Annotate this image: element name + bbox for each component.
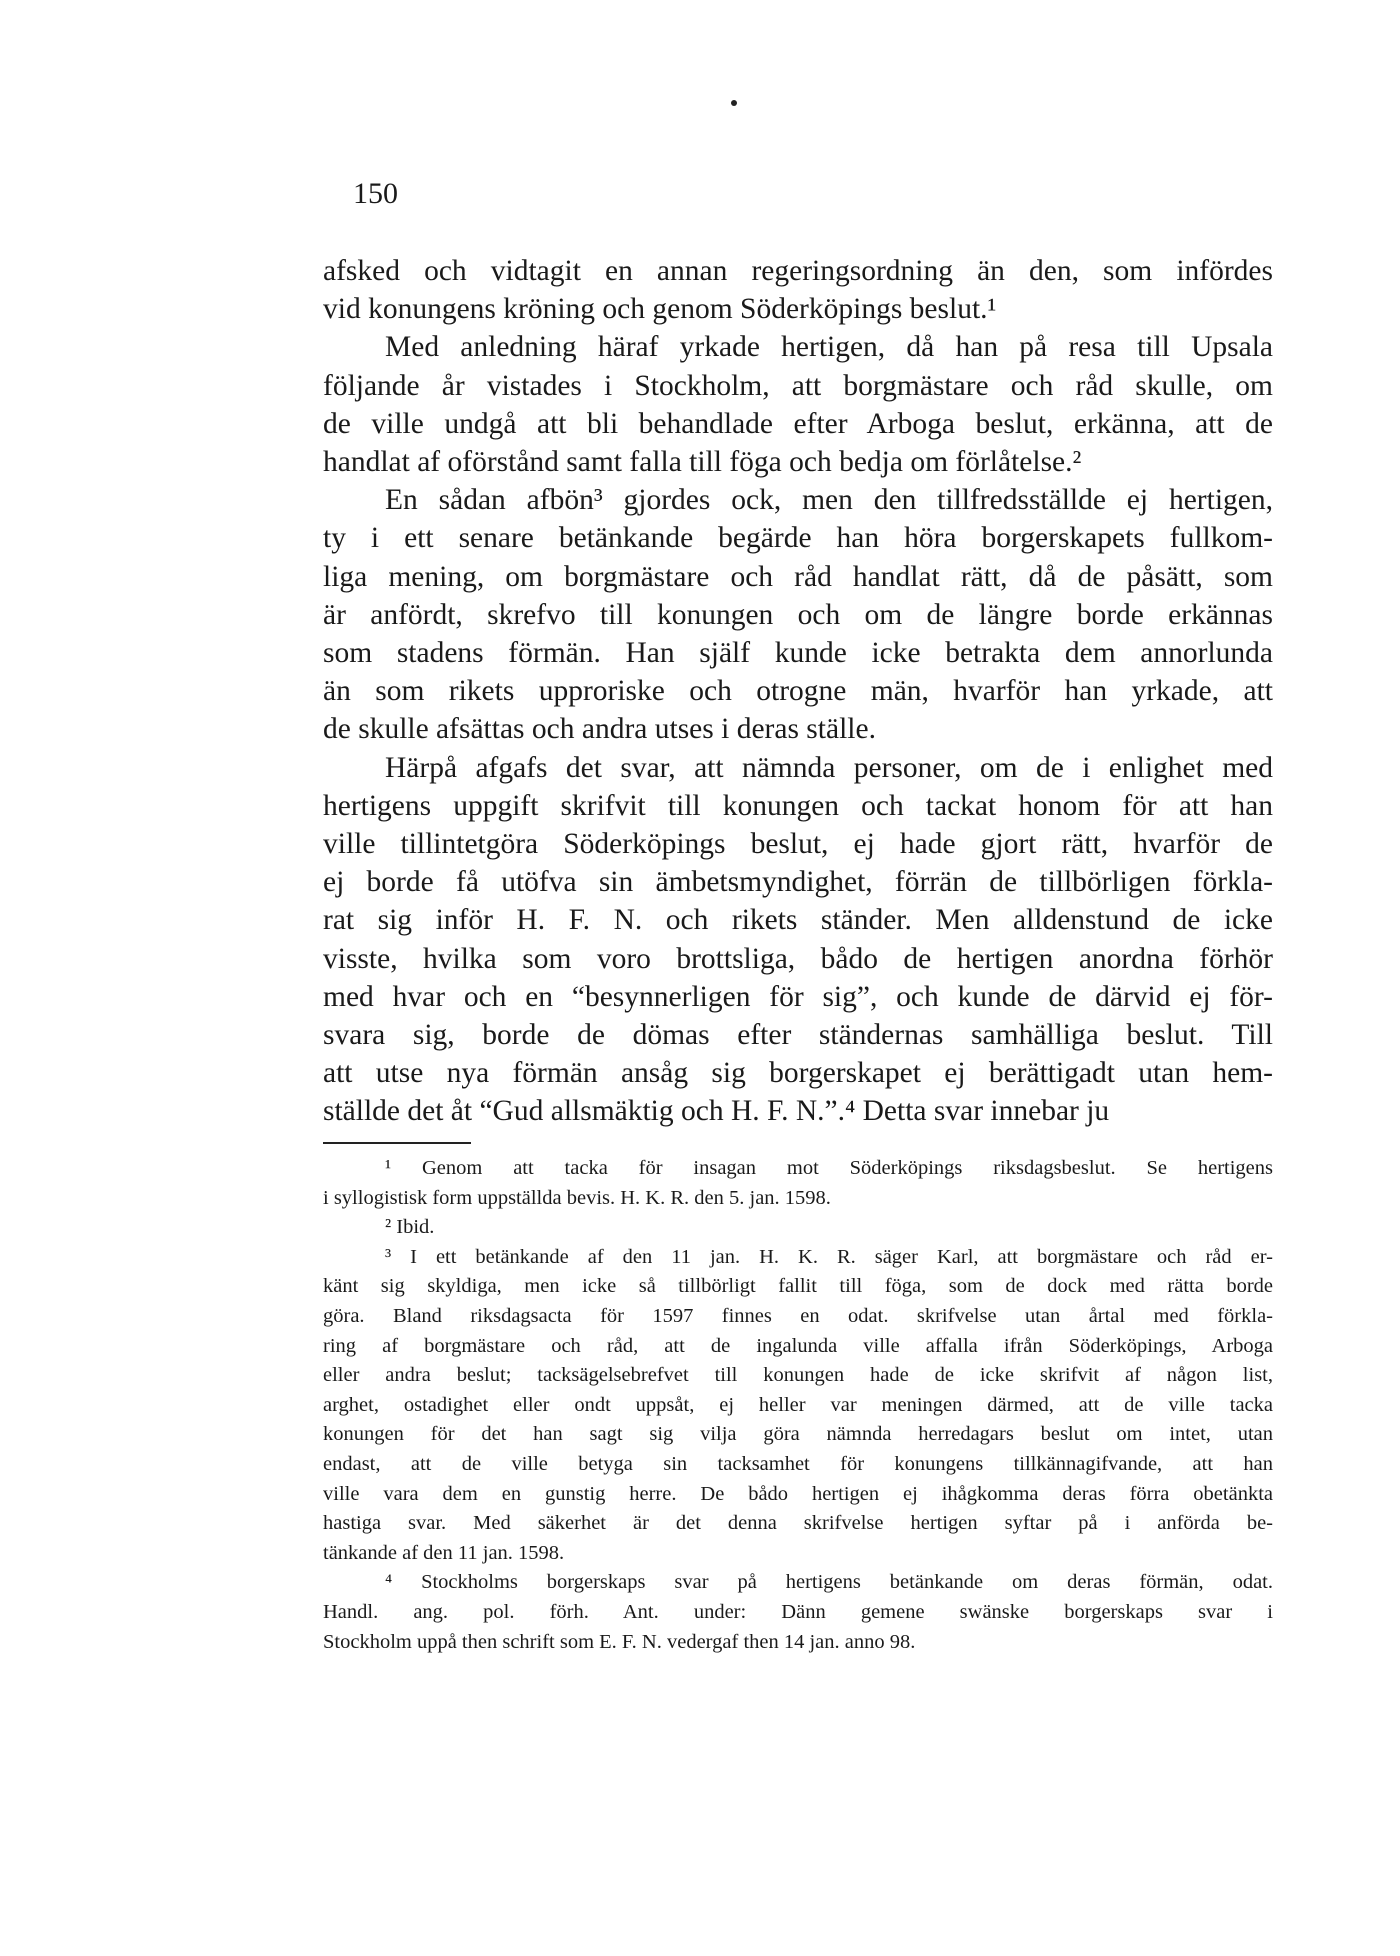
text-line: är anfördt, skrefvo till konungen och om de längre borde erkännas <box>323 598 1273 631</box>
paragraph <box>323 328 1273 481</box>
text-line: liga mening, om borgmästare och råd handlat rätt, då de påsätt, som <box>323 560 1273 593</box>
text-line: ville vara dem en gunstig herre. De bådo hertigen ej ihågkomma deras förra obetänkta <box>323 1482 1273 1505</box>
text-line: ² Ibid. <box>385 1216 435 1239</box>
paragraph <box>323 749 1273 1131</box>
text-line: känt sig skyldiga, men icke så tillbörligt fallit till föga, som de dock med rätta borde <box>323 1275 1273 1298</box>
footnote <box>323 1213 1273 1243</box>
text-line: följande år vistades i Stockholm, att borgmästare och råd skulle, om <box>323 369 1273 402</box>
text-line: hertigens uppgift skrifvit till konungen och tackat honom för att han <box>323 789 1273 822</box>
text-line: Härpå afgafs det svar, att nämnda personer, om de i enlighet med <box>385 751 1273 784</box>
text-line: ville tillintetgöra Söderköpings beslut, ej hade gjort rätt, hvarför de <box>323 828 1273 861</box>
text-line: afsked och vidtagit en annan regeringsordning än den, som infördes <box>323 255 1273 287</box>
text-line: att utse nya förmän ansåg sig borgerskapet ej berättigadt utan hem- <box>323 1057 1273 1090</box>
text-line: ty i ett senare betänkande begärde han höra borgerskapets fullkom- <box>323 522 1273 555</box>
text-line: arghet, ostadighet eller ondt uppsåt, ej heller var meningen därmed, att de ville tacka <box>323 1393 1273 1416</box>
text-line: tänkande af den 11 jan. 1598. <box>323 1541 565 1564</box>
text-line: än som rikets upproriske och otrogne män, hvarför han yrkade, att <box>323 675 1273 708</box>
text-line: ring af borgmästare och råd, att de ingalunda ville affalla ifrån Söderköpings, Arboga <box>323 1334 1273 1357</box>
text-line: En sådan afbön³ gjordes ock, men den tillfredsställde ej hertigen, <box>385 484 1273 517</box>
text-line: endast, att de ville betyga sin tacksamhet för konungens tillkännagifvande, att han <box>323 1452 1273 1475</box>
text-line: vid konungens kröning och genom Söderköpings beslut.¹ <box>323 293 997 326</box>
text-line: Med anledning häraf yrkade hertigen, då han på resa till Upsala <box>385 331 1273 364</box>
text-line: konungen för det han sagt sig vilja göra nämnda herredagars beslut om intet, utan <box>323 1423 1273 1446</box>
text-line: ej borde få utöfva sin ämbetsmyndighet, förrän de tillbörligen förkla- <box>323 866 1273 899</box>
paragraph <box>323 481 1273 748</box>
text-line: ³ I ett betänkande af den 11 jan. H. K. R. säger Karl, att borgmästare och råd er- <box>385 1245 1273 1268</box>
text-line: ⁴ Stockholms borgerskaps svar på hertigens betänkande om deras förmän, odat. <box>385 1571 1273 1594</box>
main-text <box>323 252 1273 1131</box>
footnote <box>323 1568 1273 1657</box>
text-line: ¹ Genom att tacka för insagan mot Söderköpings riksdagsbeslut. Se hertigens <box>385 1157 1273 1179</box>
text-line: göra. Bland riksdagsacta för 1597 finnes en odat. skrifvelse utan årtal med förkla- <box>323 1304 1273 1327</box>
footnotes <box>323 1154 1273 1657</box>
text-line: i syllogistisk form uppställda bevis. H. K. R. den 5. jan. 1598. <box>323 1186 831 1209</box>
footnote <box>323 1243 1273 1569</box>
text-line: de skulle afsättas och andra utses i deras ställe. <box>323 713 876 746</box>
text-line: svara sig, borde de dömas efter ständernas samhälliga beslut. Till <box>323 1019 1273 1052</box>
text-line: ställde det åt “Gud allsmäktig och H. F. N.”.⁴ Detta svar innebar ju <box>323 1095 1110 1128</box>
footnote <box>323 1154 1273 1213</box>
paragraph <box>323 252 1273 328</box>
text-line: som stadens förmän. Han själf kunde icke betrakta dem annorlunda <box>323 637 1273 670</box>
page-number: 150 <box>353 177 398 210</box>
footnote-separator <box>323 1142 471 1144</box>
text-line: eller andra beslut; tacksägelsebrefvet till konungen hade de icke skrifvit af någon list, <box>323 1364 1273 1387</box>
text-line: de ville undgå att bli behandlade efter Arboga beslut, erkänna, att de <box>323 407 1273 440</box>
text-line: rat sig inför H. F. N. och rikets ständer. Men alldenstund de icke <box>323 904 1273 937</box>
text-line: Handl. ang. pol. förh. Ant. under: Dänn gemene swänske borgerskaps svar i <box>323 1600 1273 1623</box>
text-line: hastiga svar. Med säkerhet är det denna skrifvelse hertigen syftar på i anförda be- <box>323 1512 1273 1535</box>
text-line: visste, hvilka som voro brottsliga, bådo de hertigen anordna förhör <box>323 942 1273 975</box>
text-line: med hvar och en “besynnerligen för sig”, och kunde de därvid ej för- <box>323 980 1273 1013</box>
ink-speck <box>731 100 737 106</box>
text-line: handlat af oförstånd samt falla till föga och bedja om förlåtelse.² <box>323 446 1082 479</box>
text-line: Stockholm uppå then schrift som E. F. N. vedergaf then 14 jan. anno 98. <box>323 1630 916 1653</box>
